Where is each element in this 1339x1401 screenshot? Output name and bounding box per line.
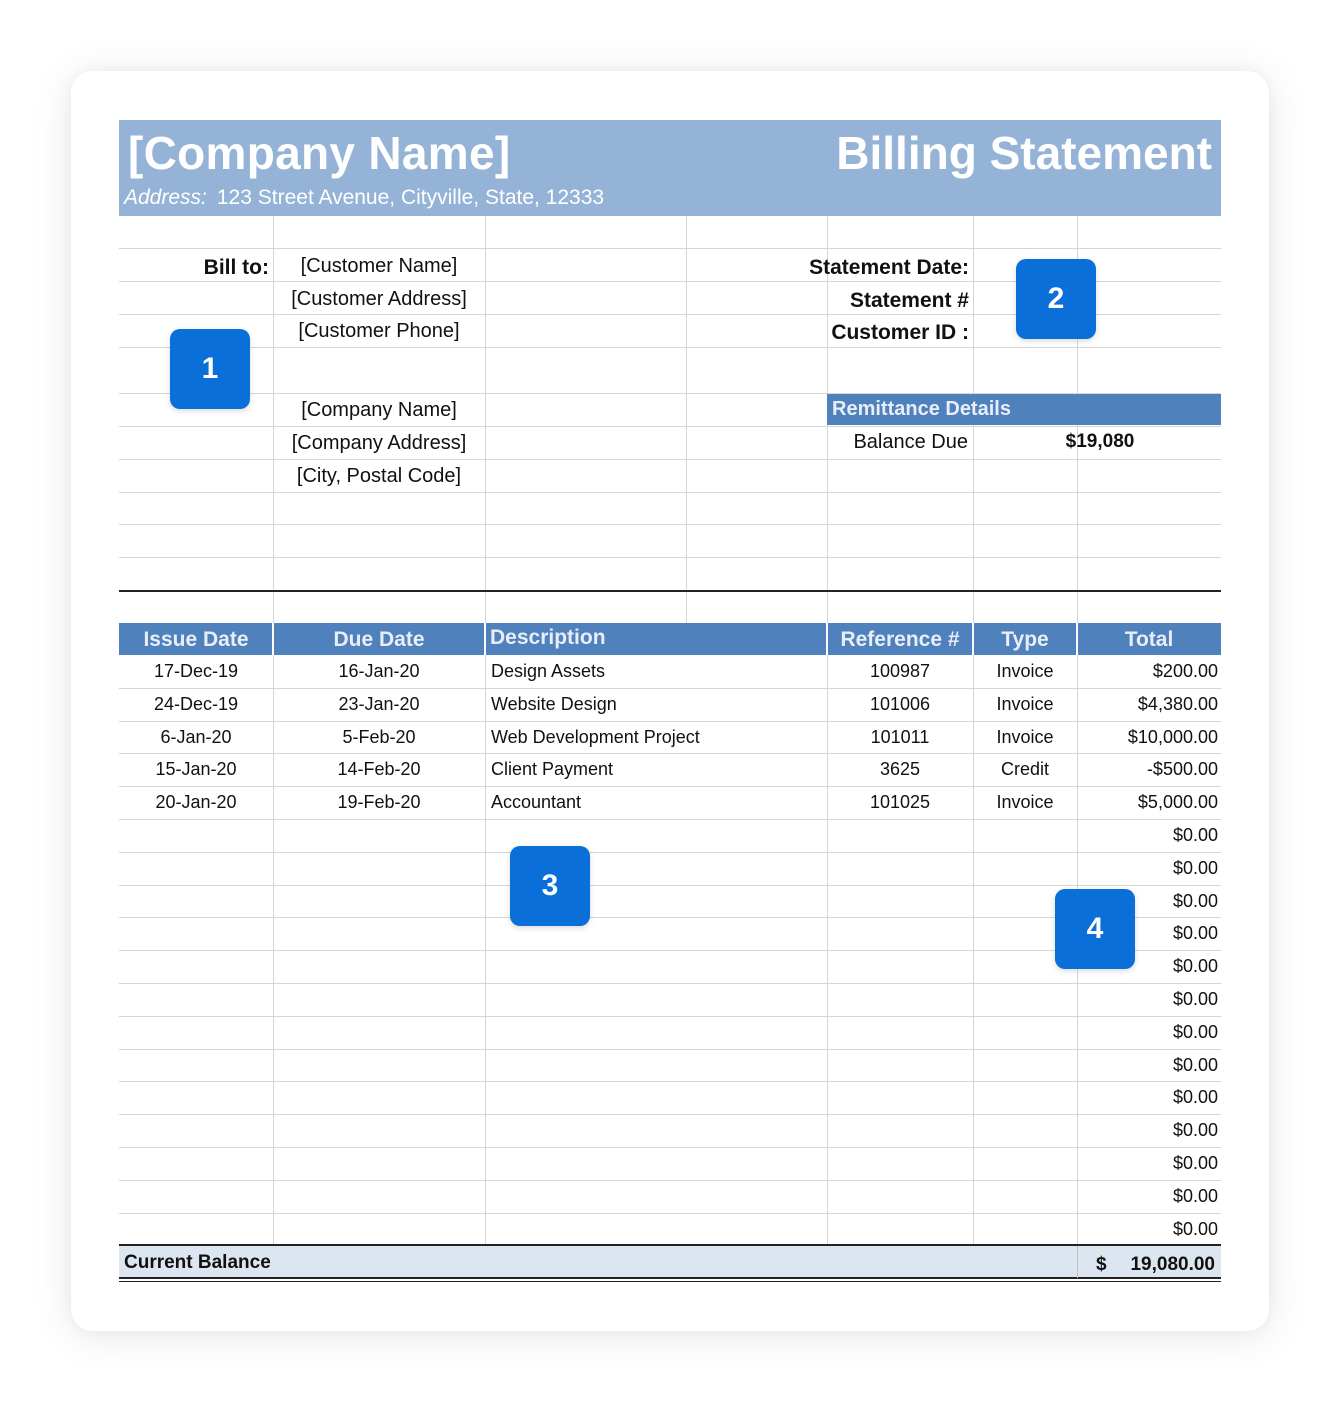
cell-total: $0.00 [1172, 1186, 1218, 1206]
table-grid-line-v [485, 655, 486, 1245]
cell-type: Invoice [996, 727, 1054, 747]
current-balance-value: 19,080.00 [1130, 1254, 1215, 1275]
balance-bottom-rule [119, 1277, 1221, 1279]
table-row-line [119, 1147, 1221, 1148]
current-balance-label: Current Balance [124, 1252, 271, 1273]
cell-total: $0.00 [1172, 891, 1218, 911]
callout-badge-3: 3 [510, 846, 590, 926]
column-header-issue-date: Issue Date [143, 628, 249, 651]
column-separator [1076, 623, 1078, 655]
statement-number-label: Statement # [849, 289, 969, 312]
cell-total: $0.00 [1172, 923, 1218, 943]
cell-description: Website Design [491, 694, 617, 714]
callout-badge-2: 2 [1016, 259, 1096, 339]
table-row-line [119, 885, 1221, 886]
balance-top-rule [119, 1244, 1221, 1246]
table-grid-line-v [273, 655, 274, 1245]
cell-total: $0.00 [1172, 1120, 1218, 1140]
cell-description: Web Development Project [491, 727, 700, 747]
cell-issue-date: 6-Jan-20 [160, 727, 232, 747]
grid-line-v [485, 216, 486, 590]
cell-due-date: 5-Feb-20 [342, 727, 416, 747]
cell-due-date: 19-Feb-20 [337, 792, 421, 812]
cell-issue-date: 24-Dec-19 [153, 694, 239, 714]
cell-reference: 101025 [869, 792, 931, 812]
cell-total: $0.00 [1172, 825, 1218, 845]
cell-type: Invoice [996, 792, 1054, 812]
cell-description: Client Payment [491, 759, 614, 779]
cell-total: $0.00 [1172, 1087, 1218, 1107]
column-separator [484, 623, 486, 655]
cell-reference: 101006 [869, 694, 931, 714]
cell-total: $0.00 [1172, 1153, 1218, 1173]
callout-badge-1: 1 [170, 329, 250, 409]
grid-line-h [119, 248, 1221, 249]
table-row-line [119, 753, 1221, 754]
table-row-line [119, 819, 1221, 820]
cell-total: $10,000.00 [1127, 727, 1218, 747]
cell-total: $0.00 [1172, 1022, 1218, 1042]
grid-line-h [119, 524, 1221, 525]
address-label: Address: [124, 186, 207, 209]
grid-line-h [119, 347, 1221, 348]
cell-total: $5,000.00 [1137, 792, 1218, 812]
billing-city-postal: [City, Postal Code] [296, 465, 462, 487]
cell-type: Invoice [996, 661, 1054, 681]
cell-total: $0.00 [1172, 1219, 1218, 1239]
cell-issue-date: 15-Jan-20 [155, 759, 237, 779]
table-grid-line-v [973, 655, 974, 1245]
remittance-header [827, 394, 1221, 425]
customer-phone: [Customer Phone] [298, 320, 460, 342]
billing-company-name: [Company Name] [301, 399, 457, 421]
column-header-reference: Reference # [840, 628, 960, 651]
table-row-line [119, 1213, 1221, 1214]
current-balance-bar [119, 1246, 1221, 1278]
cell-total: -$500.00 [1146, 759, 1218, 779]
table-grid-line-v [827, 655, 828, 1245]
cell-type: Invoice [996, 694, 1054, 714]
cell-reference: 101011 [870, 727, 930, 747]
column-header-description: Description [490, 626, 606, 649]
cell-due-date: 16-Jan-20 [338, 661, 420, 681]
cell-total: $0.00 [1172, 1055, 1218, 1075]
cell-due-date: 23-Jan-20 [338, 694, 420, 714]
callout-badge-4: 4 [1055, 889, 1135, 969]
table-row-line [119, 1180, 1221, 1181]
cell-total: $4,380.00 [1137, 694, 1218, 714]
column-separator [826, 623, 828, 655]
table-row-line [119, 786, 1221, 787]
table-row-line [119, 1081, 1221, 1082]
grid-line-v [973, 592, 974, 623]
grid-line-h [119, 459, 1221, 460]
grid-line-v [686, 592, 687, 623]
cell-issue-date: 20-Jan-20 [155, 792, 237, 812]
customer-name: [Customer Name] [300, 255, 458, 277]
table-row-line [119, 852, 1221, 853]
cell-total: $0.00 [1172, 858, 1218, 878]
grid-line-v [827, 592, 828, 623]
cell-total: $200.00 [1152, 661, 1218, 681]
bill-to-label: Bill to: [203, 256, 269, 279]
table-row-line [119, 688, 1221, 689]
table-row-line [119, 983, 1221, 984]
cell-issue-date: 17-Dec-19 [153, 661, 239, 681]
balance-divider [1077, 1246, 1078, 1278]
customer-address: [Customer Address] [291, 288, 467, 310]
cell-total: $0.00 [1172, 989, 1218, 1009]
balance-due-value: $19,080 [1065, 431, 1135, 452]
cell-due-date: 14-Feb-20 [337, 759, 421, 779]
cell-description: Accountant [491, 792, 582, 812]
column-header-due-date: Due Date [333, 628, 425, 651]
balance-double-rule [119, 1281, 1221, 1282]
company-name: [Company Name] [128, 127, 511, 179]
column-separator [272, 623, 274, 655]
billing-company-address: [Company Address] [291, 432, 467, 454]
grid-line-v [273, 592, 274, 623]
customer-id-label: Customer ID : [831, 321, 969, 344]
column-separator [972, 623, 974, 655]
cell-reference: 3625 [879, 759, 921, 779]
cell-type: Credit [1000, 759, 1049, 779]
column-header-total: Total [1124, 628, 1174, 651]
balance-due-label: Balance Due [853, 431, 968, 453]
table-row-line [119, 721, 1221, 722]
section-divider [119, 590, 1221, 592]
grid-line-h [119, 426, 1221, 427]
company-address-line [124, 186, 604, 210]
grid-line-v [1077, 592, 1078, 623]
current-balance-currency: $ [1096, 1254, 1107, 1275]
remittance-title: Remittance Details [832, 398, 1011, 420]
column-header-type: Type [1001, 628, 1049, 651]
cell-description: Design Assets [491, 661, 606, 681]
address-value: 123 Street Avenue, Cityville, State, 12333 [216, 186, 605, 209]
grid-line-h [119, 557, 1221, 558]
grid-line-h [119, 492, 1221, 493]
statement-date-label: Statement Date: [809, 256, 969, 279]
table-row-line [119, 1114, 1221, 1115]
cell-reference: 100987 [869, 661, 931, 681]
table-row-line [119, 1016, 1221, 1017]
table-row-line [119, 1049, 1221, 1050]
cell-total: $0.00 [1172, 956, 1218, 976]
grid-line-v [485, 592, 486, 623]
document-title: Billing Statement [836, 127, 1212, 179]
